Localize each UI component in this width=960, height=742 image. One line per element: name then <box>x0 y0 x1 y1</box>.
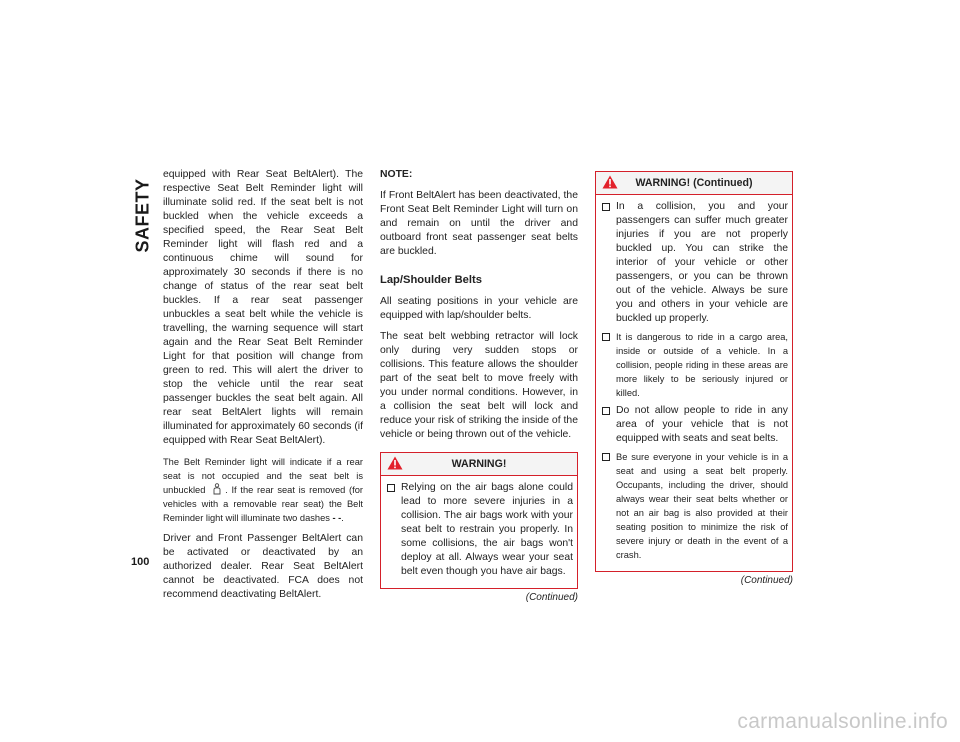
warning-triangle-icon <box>387 456 403 470</box>
page-number: 100 <box>131 556 150 568</box>
bullet-square-icon <box>602 333 610 341</box>
warning-body <box>381 476 577 588</box>
paragraph-lap-shoulder: All seating positions in your vehicle are equipped with lap/shoulder belts. <box>380 296 578 321</box>
paragraph-belt-reminder: The Belt Reminder light will indicate if a rear seat is not occupied and the seat belt is unbuckled . If the rear seat is removed (for vehicles with a removable rear seat) the Belt Reminder light will illuminate two dashes - -. <box>163 457 363 523</box>
bullet-square-icon <box>602 407 610 415</box>
paragraph-retractor: The seat belt webbing retractor will lock only during very sudden stops or collisions. This feature allows the shoulder part of the seat belt to move freely with you under normal conditions. However, in a collision the seat belt will lock and reduce your risk of striking the inside of the vehicle or being thrown out of the vehicle. <box>380 331 578 440</box>
warning-box <box>380 452 578 589</box>
column-1 <box>163 168 363 609</box>
warning-continued-box <box>595 171 793 572</box>
two-dashes: - - <box>332 513 342 523</box>
warning-item: It is dangerous to ride in a cargo area, inside or outside of a vehicle. In a collision, people riding in these areas are more likely to be seriously injured or killed. <box>602 330 788 400</box>
warning-triangle-icon <box>602 175 618 189</box>
watermark: carmanualsonline.info <box>737 710 948 733</box>
seat-unoccupied-icon <box>211 483 223 495</box>
continued-label: (Continued) <box>525 592 578 603</box>
section-tab-label: SAFETY <box>132 177 153 253</box>
column-3 <box>595 171 793 588</box>
section-tab <box>128 168 158 262</box>
paragraph-dealer-activation: Driver and Front Passenger BeltAlert can be activated or deactivated by an authorized dealer. Rear Seat BeltAlert cannot be deactivated. FCA does not recommend deactivating BeltAlert. <box>163 533 363 600</box>
bullet-square-icon <box>387 484 395 492</box>
bullet-square-icon <box>602 203 610 211</box>
bullet-square-icon <box>602 453 610 461</box>
warning-title: WARNING! <box>451 458 507 470</box>
section-heading-lap-shoulder: Lap/Shoulder Belts <box>380 274 482 286</box>
continued-label: (Continued) <box>740 575 793 586</box>
warning-continued-header <box>596 172 792 195</box>
warning-continued-title: WARNING! (Continued) <box>635 177 753 189</box>
warning-header <box>381 453 577 476</box>
paragraph-rear-beltalert: equipped with Rear Seat BeltAlert). The respective Seat Belt Reminder light will illuminate solid red. If the seat belt is not buckled when the vehicle exceeds a specified speed, the Rear Seat Belt Reminder light will flash red and a continuous chime will sound for approximately 30 seconds if there is no change of status of the rear seat belt buckles. If a rear seat passenger unbuckles a seat belt while the vehicle is travelling, the warning sequence will start again and the Rear Seat Belt Reminder Light for that position will change from green to red. This will alert the driver to stop the vehicle until the rear seat passenger buckles the seat belt again. All rear seat BeltAlert lights will remain illuminated for approximately 60 seconds (if equipped with Rear Seat BeltAlert). <box>163 169 363 446</box>
warning-item: Be sure everyone in your vehicle is in a seat and using a seat belt properly. Occupants, including the driver, should always wear their seat belts whether or not an air bag is also provided at their seating position to minimize the risk of severe injury or death in the event of a crash. <box>602 450 788 562</box>
note-text: If Front BeltAlert has been deactivated, the Front Seat Belt Reminder Light will turn on and remain on until the driver and outboard front seat passenger seat belts are buckled. <box>380 190 578 257</box>
warning-continued-body <box>596 195 792 571</box>
column-2 <box>380 168 578 605</box>
warning-item: Do not allow people to ride in any area of your vehicle that is not equipped with seats and seat belts. <box>602 404 788 446</box>
note-label: NOTE: <box>380 169 413 180</box>
warning-item: In a collision, you and your passengers can suffer much greater injuries if you are not properly buckled up. You can strike the interior of your vehicle or other passengers, or you can be thrown out of the vehicle. Always be sure you and others in your vehicle are buckled up properly. <box>602 200 788 326</box>
warning-item: Relying on the air bags alone could lead to more severe injuries in a collision. The air bags work with your seat belt to restrain you properly. In some collisions, the air bags won't deploy at all. Always wear your seat belt even though you have air bags. <box>387 481 573 579</box>
